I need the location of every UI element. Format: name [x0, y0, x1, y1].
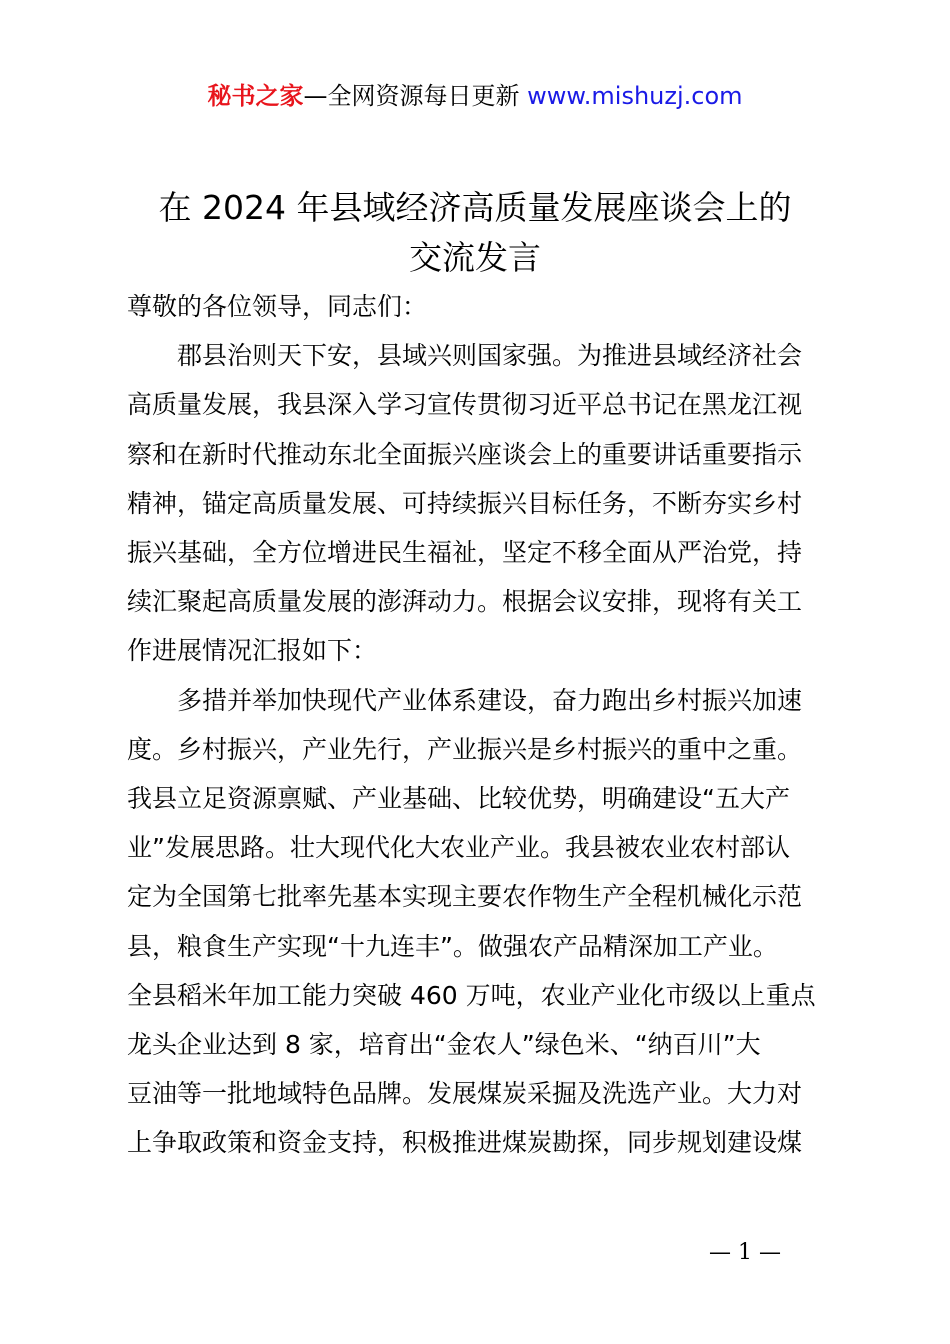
paragraph-line: 察和在新时代推动东北全面振兴座谈会上的重要讲话重要指示: [127, 439, 803, 469]
paragraph-line: 振兴基础，全方位增进民生福祉，坚定不移全面从严治党，持: [127, 538, 803, 568]
paragraph-line: 度。乡村振兴，产业先行，产业振兴是乡村振兴的重中之重。: [127, 734, 803, 764]
page-number: — 1 —: [709, 1240, 781, 1265]
header-tagline: —全网资源每日更新: [303, 82, 520, 110]
paragraph-line: 上争取政策和资金支持，积极推进煤炭勘探，同步规划建设煤: [127, 1128, 803, 1158]
paragraph-line: 全县稻米年加工能力突破 460 万吨，农业产业化市级以上重点: [127, 980, 816, 1010]
paragraph-line: 精神，锚定高质量发展、可持续振兴目标任务，不断夯实乡村: [127, 488, 803, 518]
document-title: [60, 183, 890, 283]
paragraph-line: 续汇聚起高质量发展的澎湃动力。根据会议安排，现将有关工: [127, 587, 803, 617]
site-url-link[interactable]: www.mishuzj.com: [527, 82, 743, 110]
salutation: 尊敬的各位领导，同志们：: [127, 292, 428, 321]
paragraph-industry: [127, 676, 837, 1168]
brand-name: 秘书之家: [207, 82, 304, 110]
paragraph-line: 龙头企业达到 8 家，培育出“金农人”绿色米、“纳百川”大: [127, 1030, 761, 1060]
paragraph-line: 豆油等一批地域特色品牌。发展煤炭采掘及洗选产业。大力对: [127, 1079, 803, 1109]
paragraph-line: 多措并举加快现代产业体系建设，奋力跑出乡村振兴加速: [127, 685, 803, 715]
paragraph-line: 郡县治则天下安，县域兴则国家强。为推进县域经济社会: [127, 341, 803, 371]
document-body: [127, 282, 837, 1168]
site-header: [0, 80, 950, 112]
title-line: 交流发言: [409, 238, 541, 277]
paragraph-line: 县，粮食生产实现“十九连丰”。做强农产品精深加工产业。: [127, 931, 778, 961]
paragraph-line: 高质量发展，我县深入学习宣传贯彻习近平总书记在黑龙江视: [127, 390, 803, 420]
paragraph-line: 我县立足资源禀赋、产业基础、比较优势，明确建设“五大产: [127, 784, 790, 814]
paragraph-line: 业”发展思路。壮大现代化大农业产业。我县被农业农村部认: [127, 833, 790, 863]
paragraph-line: 定为全国第七批率先基本实现主要农作物生产全程机械化示范: [127, 882, 803, 912]
paragraph-line: 作进展情况汇报如下：: [127, 636, 378, 666]
paragraph-intro: [127, 331, 837, 675]
title-line: 在 2024 年县域经济高质量发展座谈会上的: [158, 188, 792, 227]
